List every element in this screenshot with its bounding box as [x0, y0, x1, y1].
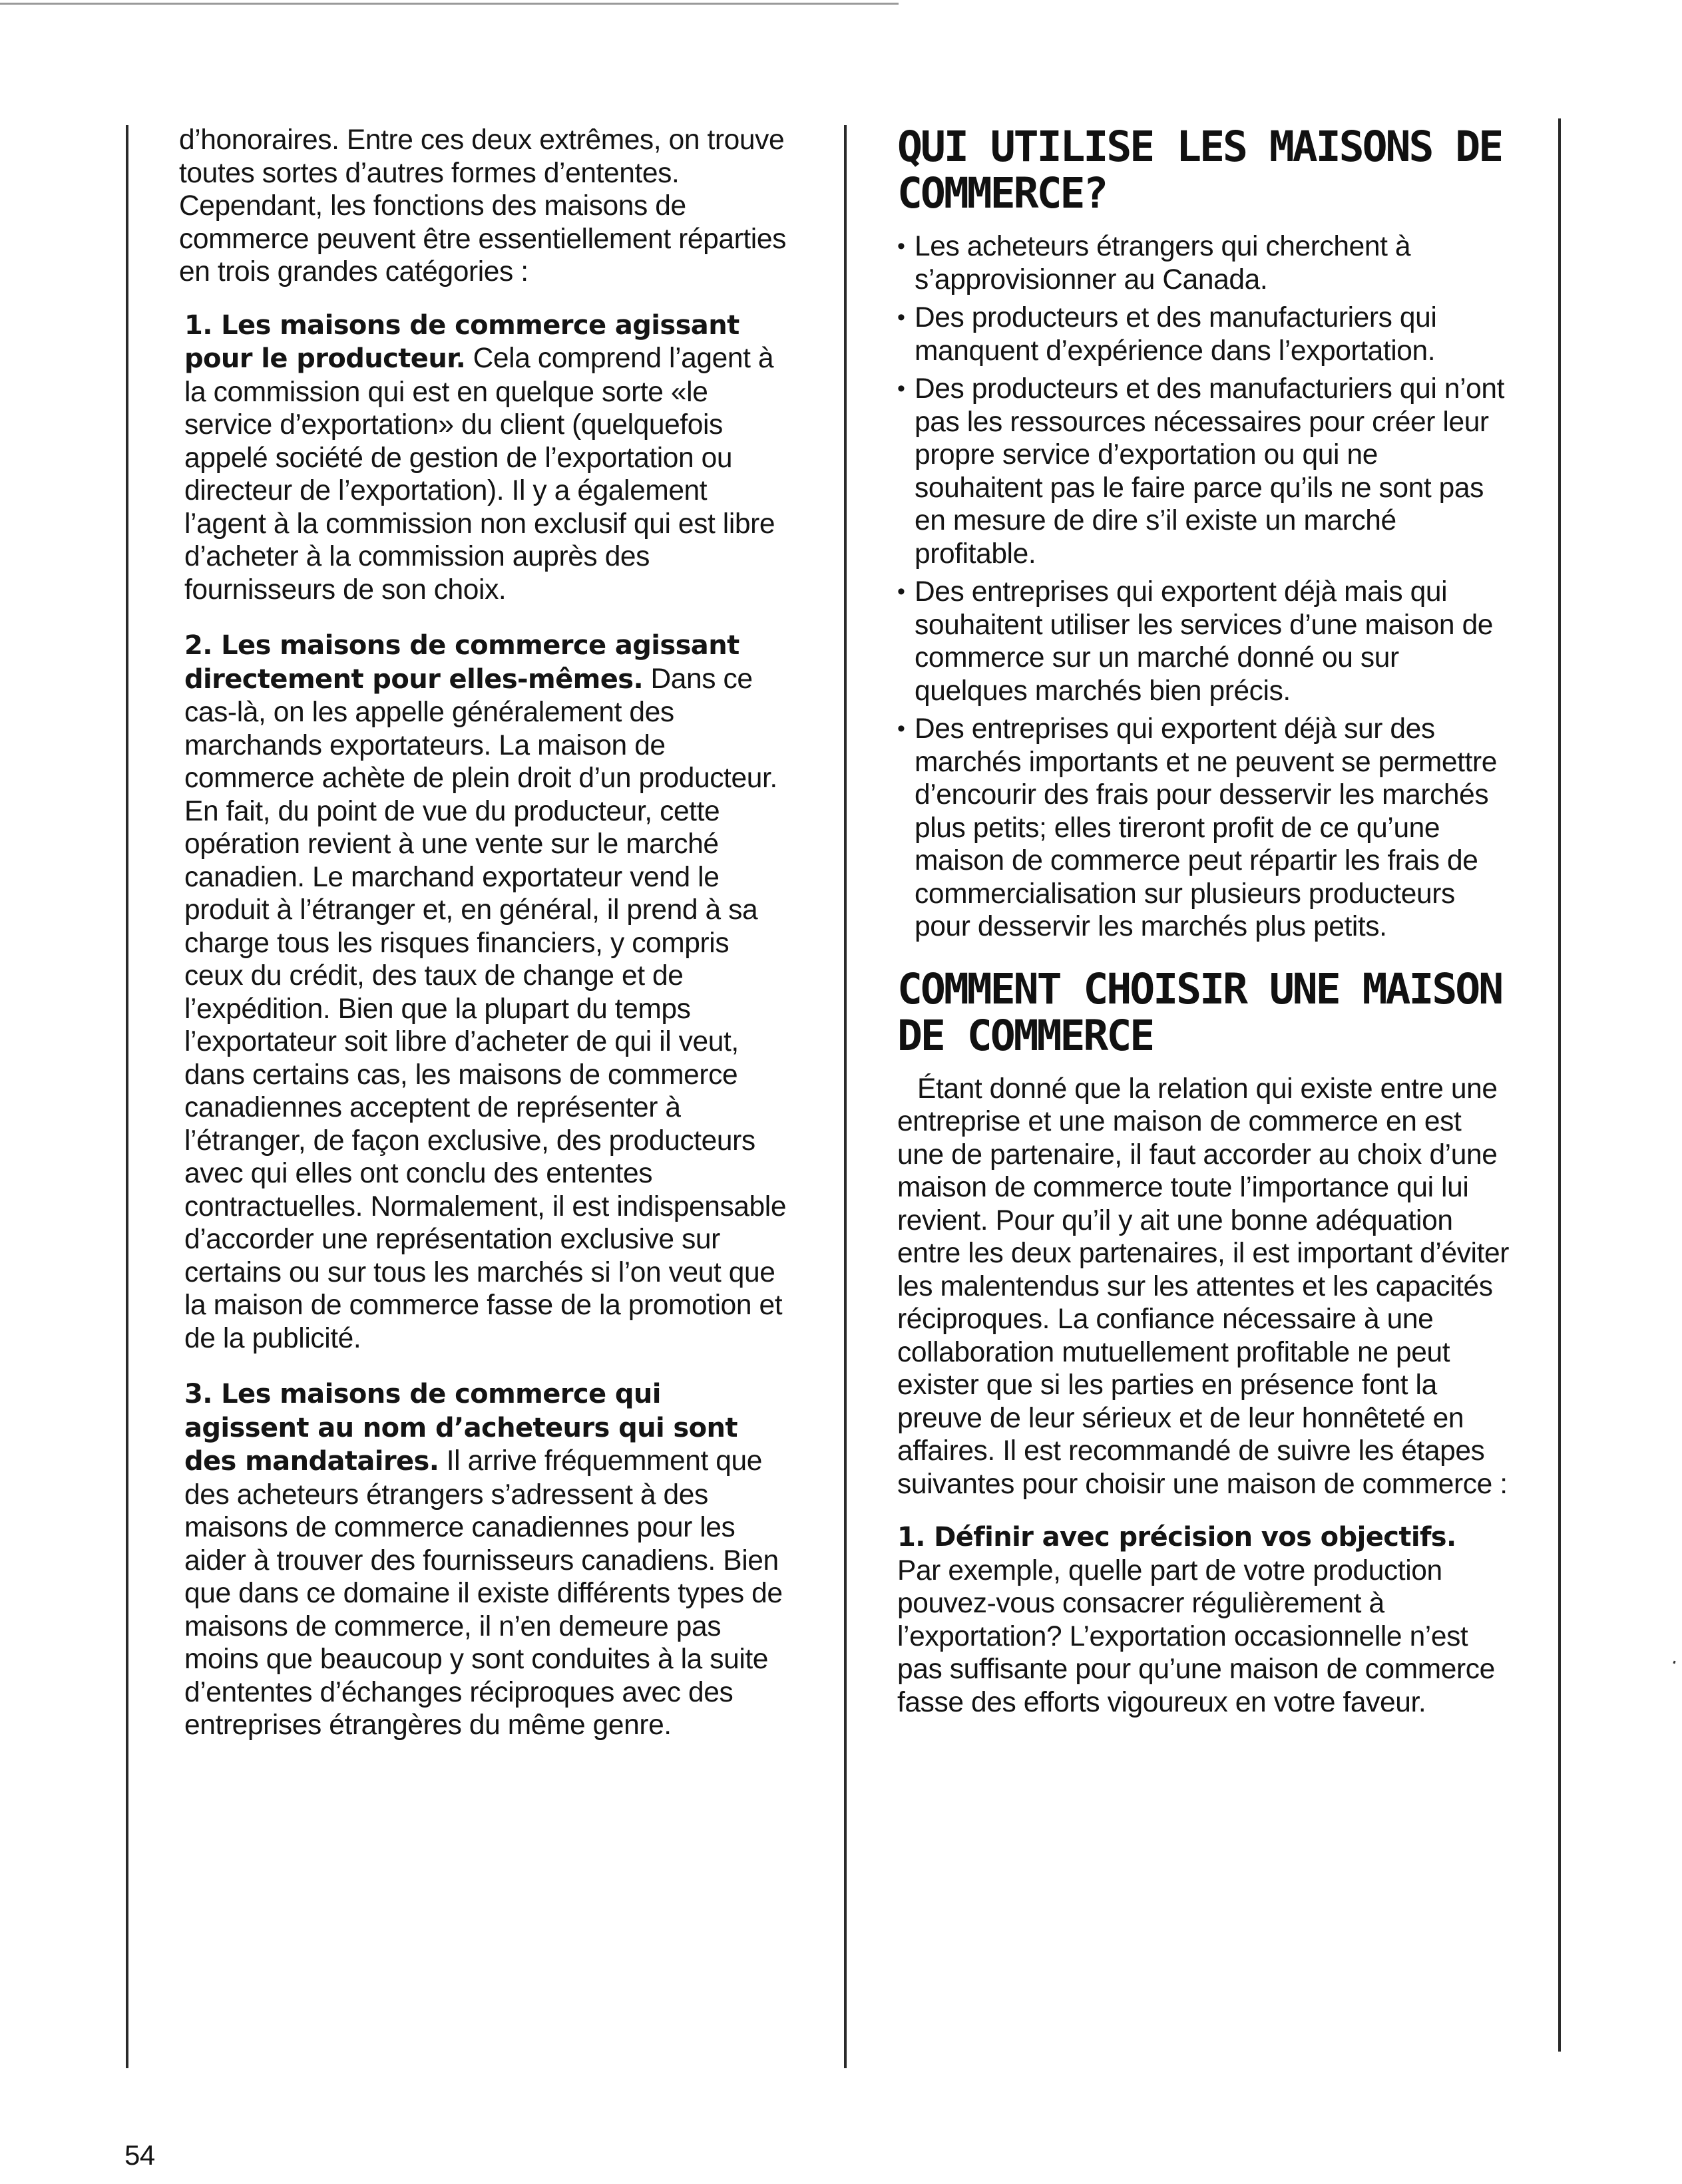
bullet-icon: • [897, 579, 905, 604]
step-heading-1: 1. Définir avec précision vos objectifs. [897, 1522, 1456, 1552]
category-item-3 [179, 1377, 791, 1742]
column-rule-right [1558, 118, 1561, 2052]
section-title-who-uses: QUI UTILISE LES MAISONS DE COMMERCE? [897, 122, 1502, 218]
category-heading-1: 1. Les maisons de commerce agissant pour le producteur. [184, 309, 739, 374]
step-item-1 [897, 1521, 1510, 1719]
bullet-text: Des entreprises qui exportent déjà sur des marchés importants et ne peuvent se permettre d’encourir des frais pour desservir les marchés plus petits; elles tireront profit de ce qu’une maison de commerce peut répartir les frais de commercialisation sur plusieurs producteurs pour desservir les marchés plus petits. [915, 713, 1497, 942]
bullet-icon: • [897, 305, 905, 330]
bullet-text: Les acheteurs étrangers qui cherchent à s’approvisionner au Canada. [915, 231, 1411, 295]
intro-paragraph: d’honoraires. Entre ces deux extrêmes, on trouve toutes sortes d’autres formes d’ententes. Cependant, les fonctions des maisons de commerce peuvent être essentiellement réparties en trois grandes catégories : [179, 124, 786, 287]
category-heading-2: 2. Les maisons de commerce agissant directement pour elles-mêmes. [184, 630, 739, 695]
category-item-1 [179, 309, 791, 607]
category-body-3: Il arrive fréquemment que des acheteurs étrangers s’adressent à des maisons de commerce canadiennes pour les aider à trouver des fournisseurs canadiens. Bien que dans ce domaine il existe différents types de maisons de commerce, il n’en demeure pas moins que beaucoup y sont conduites à la suite d’ententes d’échanges réciproques avec des entreprises étrangères du même genre. [184, 1445, 783, 1741]
users-bullet-list [897, 230, 1510, 944]
bullet-text: Des producteurs et des manufacturiers qui n’ont pas les ressources nécessaires pour créer leur propre service d’exportation ou qui ne souhaitent pas le faire parce qu’ils ne sont pas en mesure de dire s’il existe un marché profitable. [915, 373, 1504, 570]
bullet-icon: • [897, 376, 905, 401]
list-item [897, 230, 1510, 296]
scan-speck [1673, 1661, 1675, 1664]
list-item [897, 301, 1510, 367]
section-title-how-to-choose: COMMENT CHOISIR UNE MAISON DE COMMERCE [897, 964, 1502, 1060]
category-body-2: Dans ce cas-là, on les appelle généralement des marchands exportateurs. La maison de commerce achète de plein droit d’un producteur. En fait, du point de vue du producteur, cette opération revient à une vente sur le marché canadien. Le marchand exportateur vend le produit à l’étranger et, en général, il prend à sa charge tous les risques financiers, y compris ceux du crédit, des taux de change et de l’expédition. Bien que la plupart du temps l’exportateur soit libre d’acheter de qui il veut, dans certains cas, les maisons de commerce canadiennes acceptent de représenter à l’étranger, de façon exclusive, des producteurs avec qui elles ont conclu des ententes contractuelles. Normalement, il est indispensable d’accorder une représentation exclusive sur certains ou sur tous les marchés si l’on veut que la maison de commerce fasse de la promotion et de la publicité. [184, 663, 787, 1354]
scan-top-edge [0, 3, 899, 5]
category-heading-3: 3. Les maisons de commerce qui agissent au nom d’acheteurs qui sont des mandataires. [184, 1379, 737, 1477]
choose-paragraph: Étant donné que la relation qui existe entre une entreprise et une maison de commerce en est une de partenaire, il faut accorder au choix d’une maison de commerce toute l’importance qui lui revient. Pour qu’il y ait une bonne adéquation entre les deux partenaires, il est important d’éviter les malentendus sur les attentes et les capacités réciproques. La confiance nécessaire à une collaboration mutuellement profitable ne peut exister que si les parties en présence font la preuve de leur sérieux et de leur honnêteté en affaires. Il est recommandé de suivre les étapes suivantes pour choisir une maison de commerce : [897, 1073, 1509, 1500]
bullet-text: Des producteurs et des manufacturiers qui manquent d’expérience dans l’exportation. [915, 302, 1437, 367]
bullet-text: Des entreprises qui exportent déjà mais qui souhaitent utiliser les services d’une maison de commerce sur un marché donné ou sur quelques marchés bien précis. [915, 576, 1494, 707]
left-column [179, 124, 791, 1765]
category-item-2 [179, 629, 791, 1355]
category-body-1: Cela comprend l’agent à la commission qui est en quelque sorte «le service d’exportation» du client (quelquefois appelé société de gestion de l’exportation ou directeur de l’exportation). Il y a également l’agent à la commission non exclusif qui est libre d’acheter à la commission auprès des fournisseurs de son choix. [184, 343, 775, 606]
bullet-icon: • [897, 716, 905, 741]
column-rule-left [126, 125, 128, 2068]
bullet-icon: • [897, 234, 905, 259]
right-column [897, 124, 1510, 1719]
page-number: 54 [124, 2139, 155, 2171]
step-body-1: Par exemple, quelle part de votre production pouvez-vous consacrer régulièrement à l’exportation? L’exportation occasionnelle n’est pas suffisante pour qu’une maison de commerce fasse des efforts vigoureux en votre faveur. [897, 1554, 1495, 1718]
list-item [897, 713, 1510, 944]
column-rule-middle [844, 125, 847, 2068]
list-item [897, 373, 1510, 570]
list-item [897, 576, 1510, 707]
